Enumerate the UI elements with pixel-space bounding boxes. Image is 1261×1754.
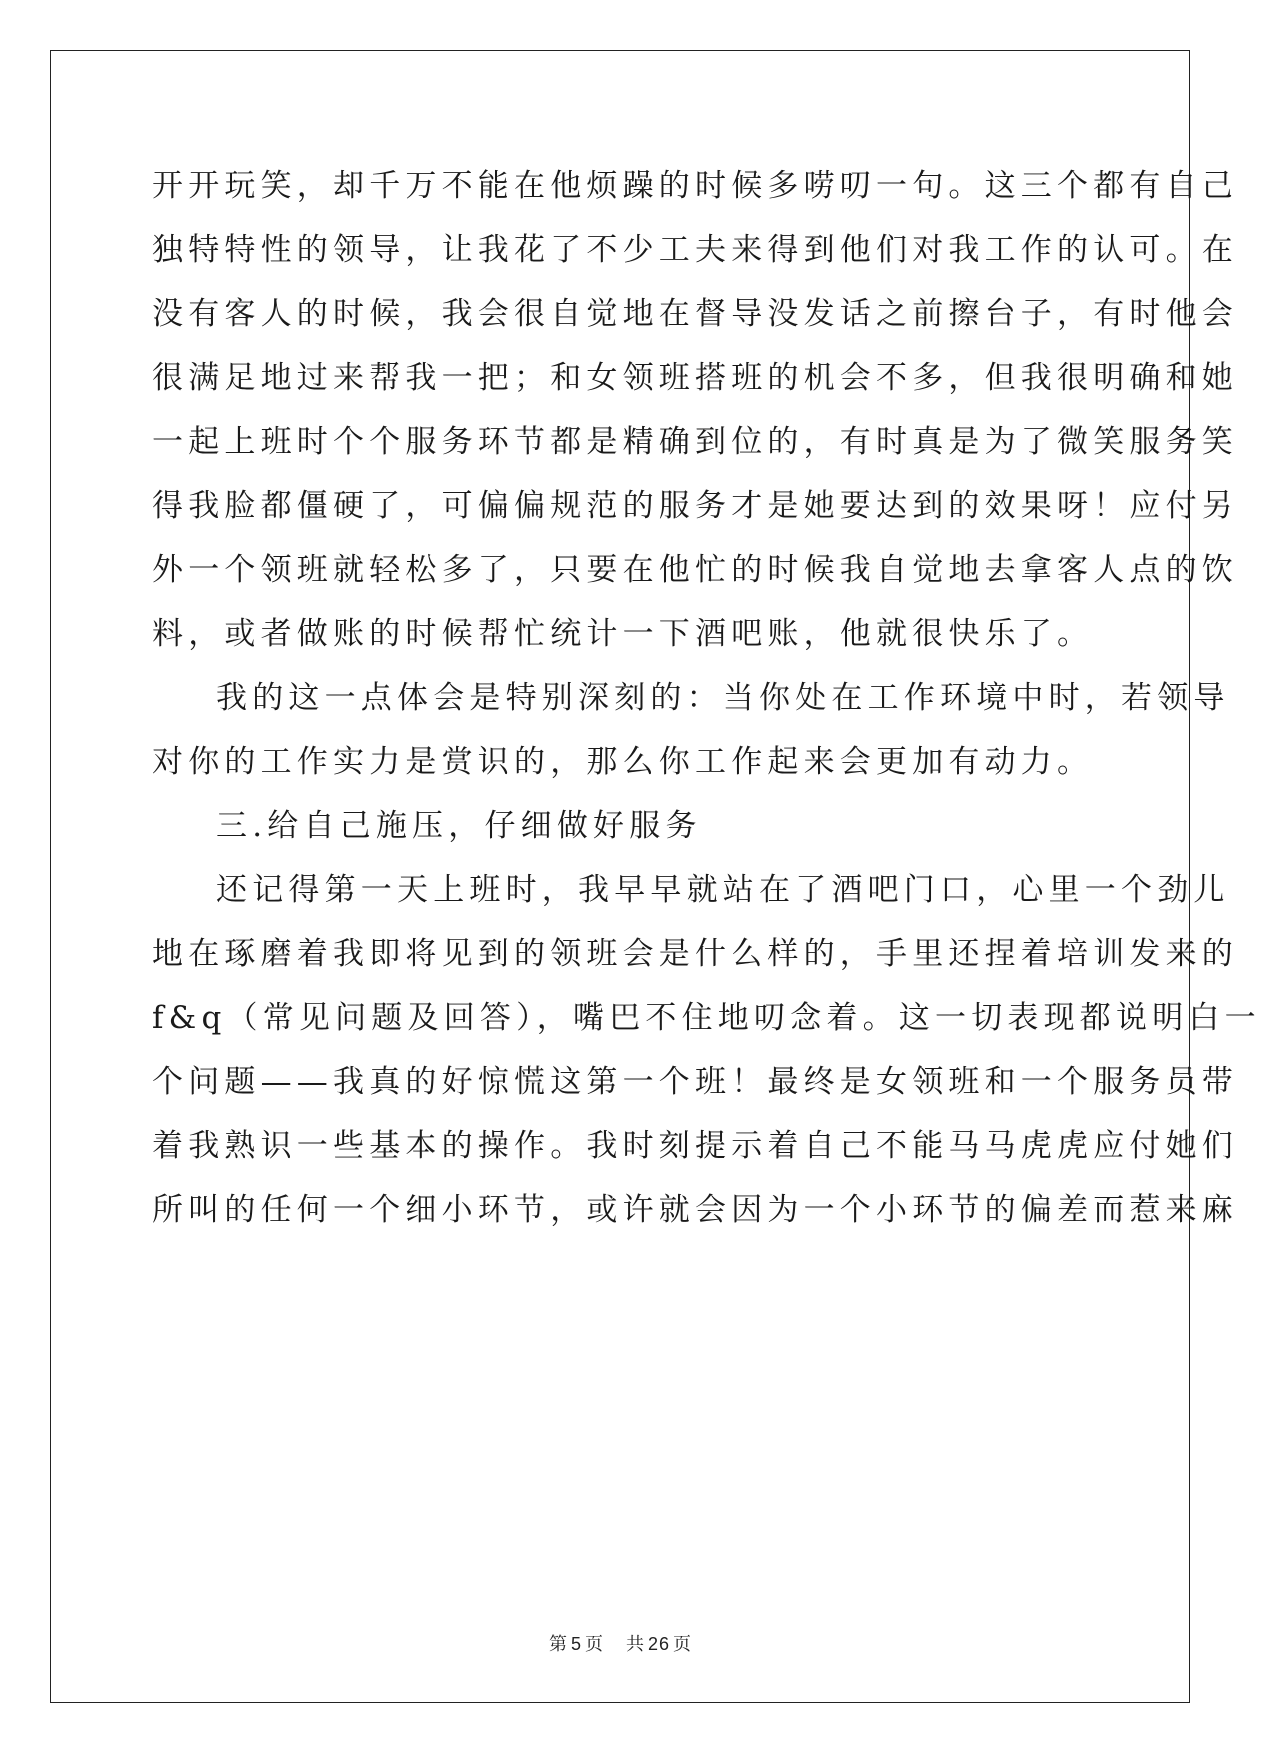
text-line: 外一个领班就轻松多了，只要在他忙的时候我自觉地去拿客人点的饮: [152, 552, 1238, 588]
text-line: 很满足地过来帮我一把；和女领班搭班的机会不多，但我很明确和她: [152, 360, 1238, 396]
page-number: 5: [570, 1634, 582, 1654]
total-prefix: 共: [625, 1634, 645, 1655]
document-body: [152, 162, 1261, 1250]
text-line: 地在琢磨着我即将见到的领班会是什么样的，手里还捏着培训发来的: [152, 936, 1238, 972]
text-line: 对你的工作实力是赏识的，那么你工作起来会更加有动力。: [152, 744, 1094, 780]
text-line: 得我脸都僵硬了，可偏偏规范的服务才是她要达到的效果呀！应付另: [152, 488, 1238, 524]
page-prefix: 第: [548, 1634, 568, 1655]
paragraph-start-line: 还记得第一天上班时，我早早就站在了酒吧门口，心里一个劲儿: [216, 872, 1230, 908]
total-suffix: 页: [673, 1634, 693, 1655]
text-line: 一起上班时个个服务环节都是精确到位的，有时真是为了微笑服务笑: [152, 424, 1238, 460]
page-footer: [0, 1630, 1241, 1656]
text-line: 个问题——我真的好惊慌这第一个班！最终是女领班和一个服务员带: [152, 1064, 1238, 1100]
paragraph-start-line: 我的这一点体会是特别深刻的：当你处在工作环境中时，若领导: [216, 680, 1230, 716]
total-pages: 26: [647, 1634, 671, 1654]
text-line: 所叫的任何一个细小环节，或许就会因为一个小环节的偏差而惹来麻: [152, 1192, 1238, 1228]
text-line: 独特特性的领导，让我花了不少工夫来得到他们对我工作的认可。在: [152, 232, 1238, 268]
text-line: 料，或者做账的时候帮忙统计一下酒吧账，他就很快乐了。: [152, 616, 1094, 652]
section-heading: 三.给自己施压，仔细做好服务: [216, 808, 702, 844]
text-line: 着我熟识一些基本的操作。我时刻提示着自己不能马马虎虎应付她们: [152, 1128, 1238, 1164]
text-line: 没有客人的时候，我会很自觉地在督导没发话之前擦台子，有时他会: [152, 296, 1238, 332]
page-suffix: 页: [584, 1634, 604, 1655]
text-line: f&q（常见问题及回答），嘴巴不住地叨念着。这一切表现都说明白一: [152, 1000, 1261, 1036]
text-line: 开开玩笑，却千万不能在他烦躁的时候多唠叨一句。这三个都有自己: [152, 168, 1238, 204]
